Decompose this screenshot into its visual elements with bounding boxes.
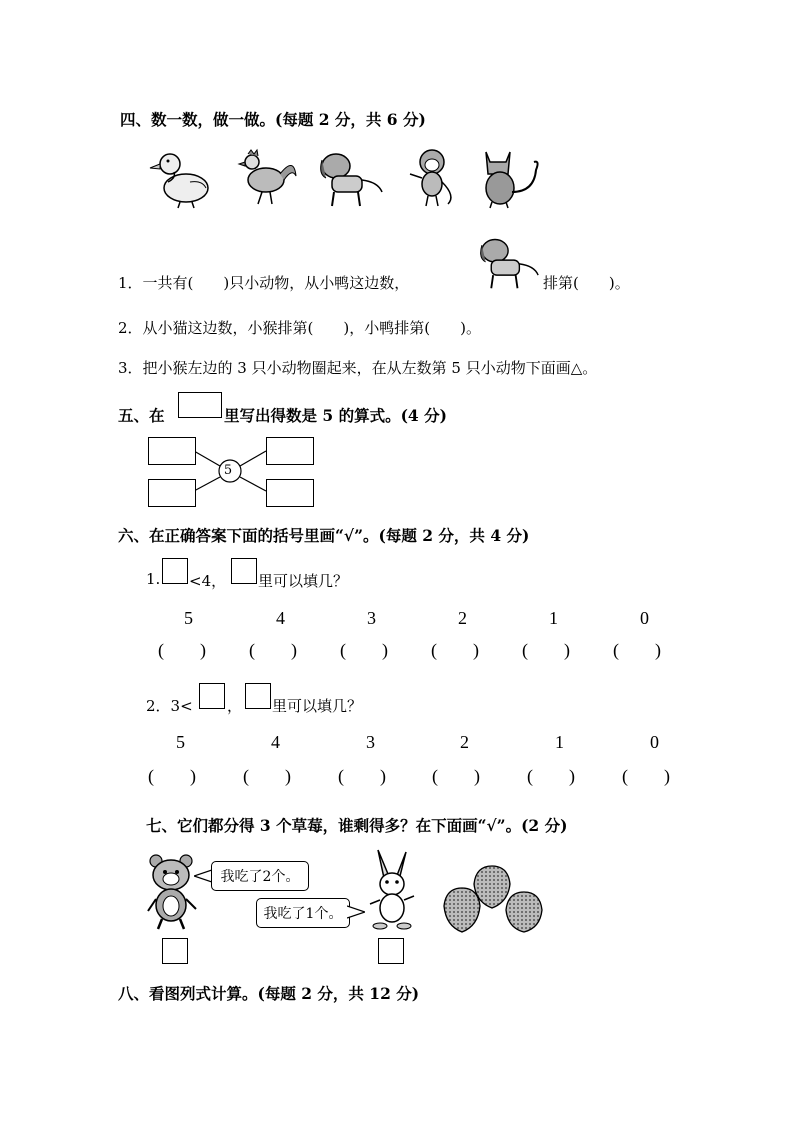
q6-2-paren[interactable]: ( ): [622, 766, 670, 786]
section-5-title-a: 五、在: [118, 406, 165, 425]
q4-3-text: 3．把小猴左边的 3 只小动物圈起来，在从左数第 5 只小动物下面画△。: [118, 359, 598, 377]
q6-2-option: 0: [650, 732, 659, 752]
speech-tail: [194, 868, 212, 884]
q6-2-option: 5: [176, 732, 185, 752]
section-8-title: 八、看图列式计算。(每题 2 分，共 12 分): [118, 984, 420, 1003]
q6-2-box-b[interactable]: [245, 683, 271, 709]
q4-1-text: 1．一共有( )只小动物，从小鸭这边数，: [118, 274, 410, 292]
q6-2-box-a[interactable]: [199, 683, 225, 709]
dog-icon: [318, 146, 386, 210]
q6-2-suffix: 里可以填几？: [272, 697, 363, 715]
answer-box[interactable]: [178, 392, 222, 418]
q6-1-paren[interactable]: ( ): [431, 640, 479, 660]
q6-1-option: 3: [367, 608, 376, 628]
q6-2-option: 4: [271, 732, 280, 752]
q6-1-box-b[interactable]: [231, 558, 257, 584]
duck-icon: [148, 146, 212, 210]
bear-speech-text: 我吃了2个。: [220, 869, 300, 885]
rabbit-check-box[interactable]: [378, 938, 404, 964]
q6-1-paren[interactable]: ( ): [522, 640, 570, 660]
rabbit-speech-text: 我吃了1个。: [263, 906, 343, 922]
bear-icon: [146, 853, 202, 931]
q4-1-tail: 排第( )。: [543, 274, 630, 292]
q6-2-paren[interactable]: ( ): [527, 766, 575, 786]
q6-2-prefix: 2．3<: [146, 697, 193, 715]
q6-1-paren[interactable]: ( ): [613, 640, 661, 660]
section-6-title: 六、在正确答案下面的括号里画“√”。(每题 2 分，共 4 分): [118, 526, 530, 545]
equation-box-bottom-right[interactable]: [266, 479, 314, 507]
q6-1-paren[interactable]: ( ): [340, 640, 388, 660]
center-number: 5: [223, 463, 233, 478]
section-5-title-b: 里写出得数是 5 的算式。(4 分): [224, 406, 447, 425]
q6-1-prefix: 1.: [146, 570, 161, 588]
q6-1-box-a[interactable]: [162, 558, 188, 584]
q6-2-paren[interactable]: ( ): [148, 766, 196, 786]
q6-2-paren[interactable]: ( ): [338, 766, 386, 786]
strawberries-icon: [440, 862, 550, 934]
q6-1-option: 5: [184, 608, 193, 628]
rabbit-icon: [364, 848, 420, 932]
section-4-title: 四、数一数，做一做。(每题 2 分，共 6 分): [120, 110, 426, 129]
equation-box-top-right[interactable]: [266, 437, 314, 465]
q6-2-option: 1: [555, 732, 564, 752]
rooster-icon: [236, 146, 300, 210]
equation-box-top-left[interactable]: [148, 437, 196, 465]
monkey-icon: [406, 146, 466, 210]
q6-2-paren[interactable]: ( ): [432, 766, 480, 786]
q6-1-option: 2: [458, 608, 467, 628]
dog-icon: [478, 232, 542, 292]
q6-2-mid: ，: [227, 697, 243, 715]
q6-2-option: 2: [460, 732, 469, 752]
q6-2-paren[interactable]: ( ): [243, 766, 291, 786]
q6-1-option: 4: [276, 608, 285, 628]
section-7-title: 七、它们都分得 3 个草莓，谁剩得多？在下面画“√”。(2 分): [146, 816, 568, 835]
rabbit-speech-bubble: [256, 898, 350, 928]
speech-tail: [347, 904, 365, 920]
q6-1-option: 1: [549, 608, 558, 628]
cat-icon: [478, 146, 542, 210]
q6-2-option: 3: [366, 732, 375, 752]
q6-1-paren[interactable]: ( ): [249, 640, 297, 660]
bear-check-box[interactable]: [162, 938, 188, 964]
q6-1-suffix: 里可以填几？: [258, 572, 349, 590]
q4-2-text: 2．从小猫这边数，小猴排第( )，小鸭排第( )。: [118, 319, 481, 337]
q6-1-option: 0: [640, 608, 649, 628]
q6-1-paren[interactable]: ( ): [158, 640, 206, 660]
equation-box-bottom-left[interactable]: [148, 479, 196, 507]
bear-speech-bubble: [211, 861, 309, 891]
q6-1-mid: <4，: [189, 572, 227, 590]
